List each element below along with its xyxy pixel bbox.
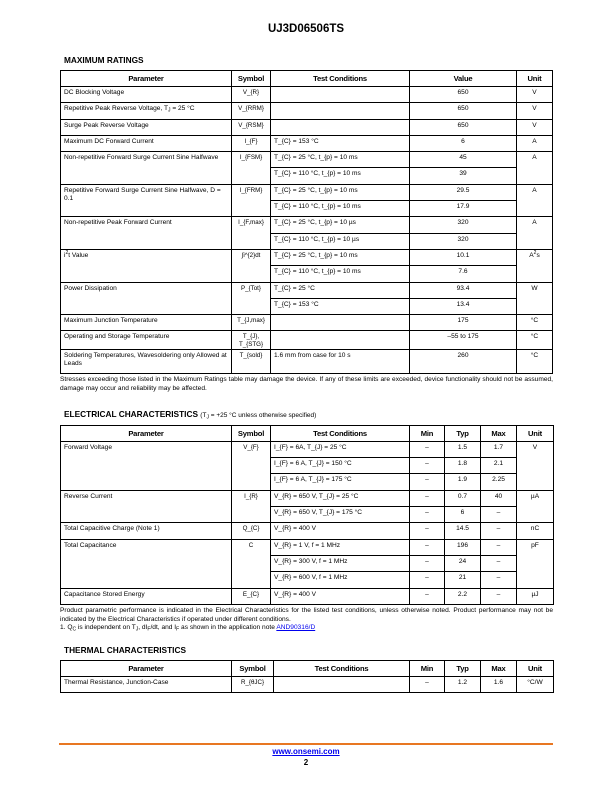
table-row: [61, 315, 553, 331]
condition-cell: I_{F} = 6 A, T_{J} = 175 °C: [271, 474, 410, 490]
value-cell: 93.4: [410, 282, 517, 298]
value-cell: 40: [481, 490, 517, 506]
unit-cell: $A^2s$: [517, 249, 553, 282]
value-cell: 320: [410, 217, 517, 233]
document-title: UJ3D06506TS: [267, 23, 345, 35]
value-cell: 650: [410, 103, 517, 119]
symbol-cell: T_{sold}: [232, 350, 271, 374]
unit-cell: W: [517, 282, 553, 315]
condition-cell: [271, 331, 410, 350]
parameter-cell: Reverse Current: [61, 490, 232, 523]
parameter-cell: DC Blocking Voltage: [61, 87, 232, 103]
parameter-cell: Repetitive Peak Reverse Voltage, $T_J = 25$ °C: [61, 103, 232, 119]
value-cell: –: [481, 539, 517, 555]
condition-cell: T_{C} = 25 °C, t_{p} = 10 ms: [271, 184, 410, 200]
parameter-cell: Power Dissipation: [61, 282, 232, 315]
value-cell: 6: [410, 135, 517, 151]
condition-cell: T_{C} = 110 °C, t_{p} = 10 ms: [271, 201, 410, 217]
condition-cell: V_{R} = 650 V, T_{J} = 25 °C: [271, 490, 410, 506]
value-cell: –: [410, 539, 445, 555]
condition-cell: T_{C} = 153 °C: [271, 135, 410, 151]
column-header: Test Conditions: [271, 425, 410, 441]
electrical-footnote: Product parametric performance is indicated in the Electrical Characteristics for the listed test conditions, unless otherwise noted. Product performance may not be indicated by the Electrical Characteristics if operated under different conditions.: [60, 606, 553, 623]
value-cell: –: [481, 523, 517, 539]
max-ratings-title: MAXIMUM RATINGS: [64, 55, 144, 65]
unit-cell: nC: [517, 523, 554, 539]
symbol-cell: I_{FRM}: [232, 184, 271, 217]
column-header: Typ: [445, 660, 481, 676]
symbol-cell: R_{θJC}: [232, 676, 274, 692]
table-row: [61, 282, 553, 298]
symbol-cell: V_{R}: [232, 87, 271, 103]
condition-cell: V_{R} = 1 V, f = 1 MHz: [271, 539, 410, 555]
parameter-cell: Capacitance Stored Energy: [61, 588, 232, 604]
table-row: [61, 103, 553, 119]
column-header: Parameter: [61, 71, 232, 87]
column-header: Symbol: [232, 660, 274, 676]
value-cell: 14.5: [445, 523, 481, 539]
value-cell: 650: [410, 119, 517, 135]
symbol-cell: E_{C}: [232, 588, 271, 604]
table-row: [61, 119, 553, 135]
value-cell: –: [481, 572, 517, 588]
table-row: [61, 523, 554, 539]
value-cell: 10.1: [410, 249, 517, 265]
condition-cell: [271, 87, 410, 103]
header-row: [61, 425, 554, 441]
unit-cell: A: [517, 217, 553, 250]
thermal-table: [60, 660, 554, 693]
column-header: Max: [481, 425, 517, 441]
value-cell: 24: [445, 555, 481, 571]
condition-cell: T_{C} = 153 °C: [271, 298, 410, 314]
value-cell: –55 to 175: [410, 331, 517, 350]
value-cell: 7.6: [410, 266, 517, 282]
value-cell: 2.25: [481, 474, 517, 490]
condition-cell: V_{R} = 400 V: [271, 588, 410, 604]
table-row: [61, 249, 553, 265]
value-cell: 1.5: [445, 441, 481, 457]
value-cell: 1.7: [481, 441, 517, 457]
value-cell: –: [410, 555, 445, 571]
symbol-cell: V_{RRM}: [232, 103, 271, 119]
column-header: Symbol: [232, 425, 271, 441]
parameter-cell: Forward Voltage: [61, 441, 232, 490]
value-cell: 260: [410, 350, 517, 374]
parameter-cell: Non-repetitive Forward Surge Current Sine Halfwave: [61, 152, 232, 185]
unit-cell: V: [517, 103, 553, 119]
value-cell: 1.6: [481, 676, 517, 692]
value-cell: –: [481, 588, 517, 604]
unit-cell: V: [517, 119, 553, 135]
column-header: Parameter: [61, 425, 232, 441]
unit-cell: V: [517, 441, 554, 490]
parameter-cell: Surge Peak Reverse Voltage: [61, 119, 232, 135]
value-cell: –: [410, 507, 445, 523]
value-cell: –: [410, 490, 445, 506]
symbol-cell: T_{J,max}: [232, 315, 271, 331]
value-cell: 175: [410, 315, 517, 331]
symbol-cell: I_{FSM}: [232, 152, 271, 185]
max-ratings-table: [60, 70, 553, 374]
symbol-cell: V_{F}: [232, 441, 271, 490]
column-header: Value: [410, 71, 517, 87]
table-row: [61, 152, 553, 168]
condition-cell: V_{R} = 650 V, T_{J} = 175 °C: [271, 507, 410, 523]
parameter-cell: Operating and Storage Temperature: [61, 331, 232, 350]
condition-cell: V_{R} = 400 V: [271, 523, 410, 539]
value-cell: 0.7: [445, 490, 481, 506]
table-row: [61, 350, 553, 374]
column-header: Min: [410, 425, 445, 441]
content-column: [60, 55, 553, 693]
value-cell: 13.4: [410, 298, 517, 314]
value-cell: 1.9: [445, 474, 481, 490]
parameter-cell: Repetitive Forward Surge Current Sine Halfwave, D = 0.1: [61, 184, 232, 217]
table-row: [61, 135, 553, 151]
symbol-cell: I_{R}: [232, 490, 271, 523]
value-cell: 1.2: [445, 676, 481, 692]
condition-cell: V_{R} = 300 V, f = 1 MHz: [271, 555, 410, 571]
parameter-cell: Maximum Junction Temperature: [61, 315, 232, 331]
value-cell: 29.5: [410, 184, 517, 200]
unit-cell: µA: [517, 490, 554, 523]
value-cell: 1.8: [445, 458, 481, 474]
condition-cell: [274, 676, 410, 692]
value-cell: –: [410, 458, 445, 474]
condition-cell: V_{R} = 600 V, f = 1 MHz: [271, 572, 410, 588]
condition-cell: [271, 103, 410, 119]
table-row: [61, 490, 554, 506]
condition-cell: I_{F} = 6A, T_{J} = 25 °C: [271, 441, 410, 457]
table-row: [61, 588, 554, 604]
column-header: Min: [410, 660, 445, 676]
value-cell: –: [481, 555, 517, 571]
parameter-cell: Soldering Temperatures, Wavesoldering only Allowed at Leads: [61, 350, 232, 374]
unit-cell: °C: [517, 331, 553, 350]
condition-cell: I_{F} = 6 A, T_{J} = 150 °C: [271, 458, 410, 474]
table-row: [61, 184, 553, 200]
parameter-cell: Thermal Resistance, Junction-Case: [61, 676, 232, 692]
footer-website-link[interactable]: www.onsemi.com: [272, 747, 340, 756]
electrical-note-1: [60, 624, 553, 633]
electrical-table: [60, 425, 554, 605]
thermal-title: THERMAL CHARACTERISTICS: [64, 644, 186, 655]
parameter-cell: $i^2t$ Value: [61, 249, 232, 282]
condition-cell: T_{C} = 25 °C, t_{p} = 10 µs: [271, 217, 410, 233]
value-cell: –: [410, 474, 445, 490]
condition-cell: T_{C} = 110 °C, t_{p} = 10 ms: [271, 168, 410, 184]
table-row: [61, 676, 554, 692]
unit-cell: °C: [517, 350, 553, 374]
condition-cell: T_{C} = 25 °C, t_{p} = 10 ms: [271, 249, 410, 265]
value-cell: 2.1: [481, 458, 517, 474]
value-cell: –: [410, 676, 445, 692]
electrical-title-note: ($T_J = +25$ °C unless otherwise specified): [200, 411, 317, 421]
electrical-title: [64, 409, 553, 421]
value-cell: 21: [445, 572, 481, 588]
column-header: Unit: [517, 425, 554, 441]
symbol-cell: C: [232, 539, 271, 588]
symbol-cell: ∫i^{2}dt: [232, 249, 271, 282]
value-cell: –: [410, 588, 445, 604]
value-cell: 196: [445, 539, 481, 555]
max-ratings-footnote: Stresses exceeding those listed in the Maximum Ratings table may damage the device. If any of these limits are exceeded, device functionality should not be assumed, damage may occur and reliability may be affected.: [60, 376, 553, 393]
unit-cell: A: [517, 184, 553, 217]
value-cell: 320: [410, 233, 517, 249]
table-row: [61, 441, 554, 457]
unit-cell: µJ: [517, 588, 554, 604]
value-cell: 17.9: [410, 201, 517, 217]
table-row: [61, 539, 554, 555]
column-header: Typ: [445, 425, 481, 441]
column-header: Unit: [517, 660, 554, 676]
value-cell: –: [481, 507, 517, 523]
symbol-cell: T_{J}, T_{STG}: [232, 331, 271, 350]
unit-cell: °C/W: [517, 676, 554, 692]
value-cell: –: [410, 572, 445, 588]
header-row: [61, 71, 553, 87]
column-header: Unit: [517, 71, 553, 87]
column-header: Max: [481, 660, 517, 676]
value-cell: 45: [410, 152, 517, 168]
parameter-cell: Maximum DC Forward Current: [61, 135, 232, 151]
value-cell: –: [410, 441, 445, 457]
table-row: [61, 87, 553, 103]
value-cell: 6: [445, 507, 481, 523]
value-cell: 2.2: [445, 588, 481, 604]
parameter-cell: Non-repetitive Peak Forward Current: [61, 217, 232, 250]
condition-cell: T_{C} = 110 °C, t_{p} = 10 ms: [271, 266, 410, 282]
condition-cell: [271, 315, 410, 331]
electrical-title-text: ELECTRICAL CHARACTERISTICS: [64, 408, 198, 419]
note-1-text: 1. $Q_C$ is independent on $T_J$, $dI_F/dt$, and $I_F$ as shown in the application note: [60, 624, 277, 633]
unit-cell: A: [517, 135, 553, 151]
unit-cell: A: [517, 152, 553, 185]
column-header: Test Conditions: [274, 660, 410, 676]
value-cell: 650: [410, 87, 517, 103]
symbol-cell: P_{Tot}: [232, 282, 271, 315]
unit-cell: pF: [517, 539, 554, 588]
header-row: [61, 660, 554, 676]
condition-cell: T_{C} = 110 °C, t_{p} = 10 µs: [271, 233, 410, 249]
table-row: [61, 331, 553, 350]
column-header: Parameter: [61, 660, 232, 676]
column-header: Test Conditions: [271, 71, 410, 87]
condition-cell: T_{C} = 25 °C, t_{p} = 10 ms: [271, 152, 410, 168]
symbol-cell: I_{F,max}: [232, 217, 271, 250]
footer-divider: [59, 743, 553, 745]
parameter-cell: Total Capacitive Charge (Note 1): [61, 523, 232, 539]
symbol-cell: I_{F}: [232, 135, 271, 151]
column-header: Symbol: [232, 71, 271, 87]
symbol-cell: Q_{C}: [232, 523, 271, 539]
condition-cell: T_{C} = 25 °C: [271, 282, 410, 298]
table-row: [61, 217, 553, 233]
condition-cell: [271, 119, 410, 135]
value-cell: 39: [410, 168, 517, 184]
unit-cell: V: [517, 87, 553, 103]
symbol-cell: V_{RSM}: [232, 119, 271, 135]
value-cell: –: [410, 523, 445, 539]
application-note-link[interactable]: AND90316/D: [276, 624, 316, 632]
parameter-cell: Total Capacitance: [61, 539, 232, 588]
unit-cell: °C: [517, 315, 553, 331]
page-number: 2: [303, 758, 309, 767]
condition-cell: 1.6 mm from case for 10 s: [271, 350, 410, 374]
